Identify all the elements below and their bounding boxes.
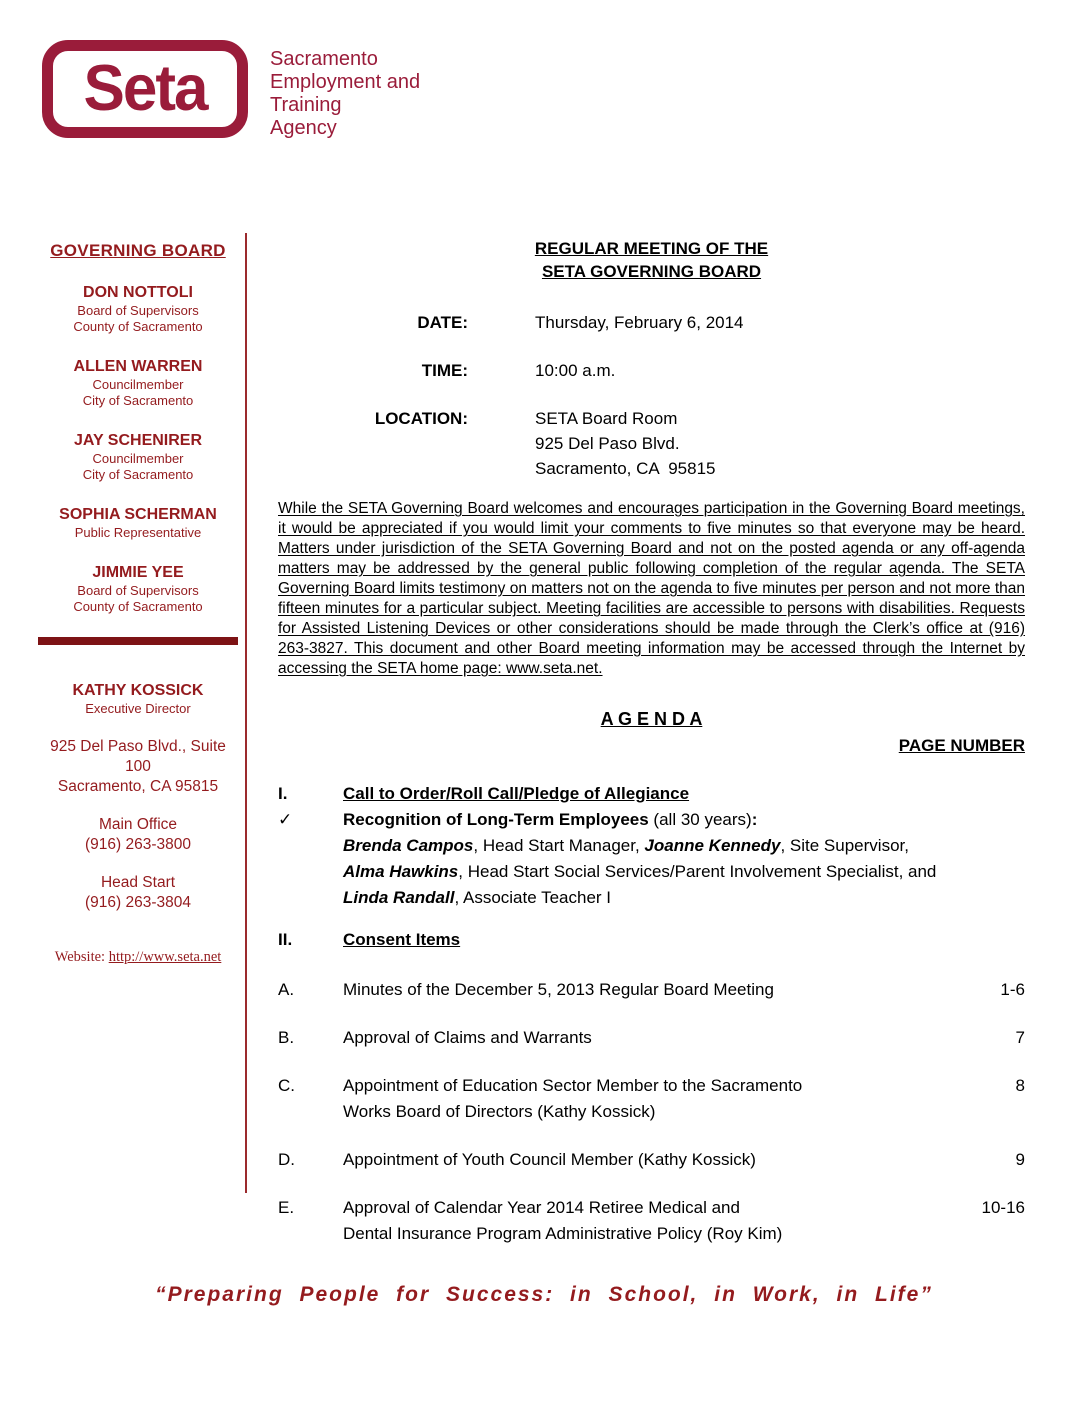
sidebar-inner [38,241,238,966]
location-label: LOCATION: [374,409,468,428]
board-member-role: Councilmember [92,451,184,466]
recognition-text [343,807,955,911]
content-columns [0,233,1088,1247]
recognition-heading: Recognition of Long-Term Employees (all 30 years): [343,810,758,829]
consent-item-e [278,1195,1025,1247]
agency-name-line: Sacramento [270,48,378,70]
consent-text: Appointment of Youth Council Member (Kathy Kossick) [343,1150,756,1169]
recognition-names: Brenda Campos, Head Start Manager, Joanne Kennedy, Site Supervisor, Alma Hawkins, Head Start Social Services/Parent Involvement Specialist, and Linda Randall, Associate Teacher I [343,836,937,907]
meta-row-location [278,406,1025,481]
time-label: TIME: [421,361,468,380]
consent-item-d [278,1147,1025,1173]
board-member [38,283,238,335]
agenda-item-call-to-order [278,781,1025,807]
board-member-role: Board of Supervisors [77,303,199,318]
executive-director [38,681,238,717]
consent-letter: E. [278,1198,295,1217]
page-number-heading: PAGE NUMBER [898,736,1025,755]
website-label: Website: [54,949,109,965]
consent-text: Minutes of the December 5, 2013 Regular Board Meeting [343,980,774,999]
agency-address [38,737,238,797]
consent-page: 8 [1015,1076,1025,1095]
sidebar-divider-bar [38,637,238,645]
board-member-name: ALLEN WARREN [73,358,203,375]
consent-page: 7 [1015,1028,1025,1047]
meeting-meta [278,310,1025,481]
public-participation-notice: While the SETA Governing Board welcomes and encourages participation in the Governing Board meetings, it would be appreciated if you would limit your comments to five minutes so that everyone may be heard. Matters under jurisdiction of the SETA Governing Board and not on the posted agenda or any off-agenda matters may be addressed by the general public following completion of the regular agenda. The SETA Governing Board limits testimony on matters not on the agenda to five minutes per person and not more than fifteen minutes for a particular subject. Meeting facilities are accessible to persons with disabilities. Requests for Assisted Listening Devices or other considerations should be made through the Clerk’s office at (916) 263-3827. This document and other Board meeting information may be accessed through the Internet by accessing the SETA home page: www.seta.net. [278,500,1025,677]
agency-address-line: Sacramento, CA 95815 [57,778,219,795]
meeting-title [278,237,1025,283]
contact-label: Main Office [98,816,178,833]
website-link[interactable]: http://www.seta.net [108,949,222,965]
agenda-numeral: II. [278,930,293,949]
consent-text: Approval of Calendar Year 2014 Retiree Medical and Dental Insurance Program Administrative Policy (Roy Kim) [343,1198,783,1243]
agency-name [270,48,420,140]
board-member-name: SOPHIA SCHERMAN [59,506,217,523]
agenda-item-title: Consent Items [343,930,461,949]
seta-logo-text: Seta [83,52,207,125]
agenda-numeral: I. [278,784,288,803]
consent-page: 9 [1015,1150,1025,1169]
time-value: 10:00 a.m. [535,361,616,380]
agenda-item-consent-items [278,927,1025,953]
consent-item-b [278,1025,1025,1051]
consent-text: Approval of Claims and Warrants [343,1028,592,1047]
date-label: DATE: [417,313,468,332]
meeting-title-line1: REGULAR MEETING OF THE [534,239,769,258]
board-member-role: Public Representative [74,525,202,540]
contact-phone: (916) 263-3800 [85,836,191,853]
contact-phone: (916) 263-3804 [85,894,191,911]
agency-name-line: Training [270,94,342,116]
agenda-item-title: Call to Order/Roll Call/Pledge of Allegiance [343,784,690,803]
board-member [38,563,238,615]
board-member-role: Councilmember [92,377,184,392]
board-member [38,357,238,409]
agenda-page-cell [955,807,1025,911]
contact-label: Head Start [100,874,176,891]
meeting-title-line2: SETA GOVERNING BOARD [541,262,762,281]
consent-text: Appointment of Education Sector Member to the Sacramento Works Board of Directors (Kathy Kossick) [343,1076,803,1121]
board-member [38,431,238,483]
consent-page: 10-16 [981,1198,1025,1217]
board-member-org: City of Sacramento [82,393,194,408]
main-office-contact [38,815,238,855]
board-member-org: City of Sacramento [82,467,194,482]
head-start-contact [38,873,238,913]
executive-director-name: KATHY KOSSICK [72,682,204,699]
agenda-item-recognition [278,807,1025,911]
board-member-name: DON NOTTOLI [83,284,193,301]
governing-board-sidebar [38,233,247,1193]
consent-letter: C. [278,1076,295,1095]
agency-address-line: 925 Del Paso Blvd., Suite 100 [50,738,226,775]
board-member-name: JAY SCHENIRER [73,432,203,449]
agenda-page-cell [955,927,1025,953]
meta-row-date [278,310,1025,335]
consent-item-a [278,977,1025,1003]
main-content [278,233,1025,1247]
date-value: Thursday, February 6, 2014 [535,313,744,332]
meta-row-time [278,358,1025,383]
board-member [38,505,238,541]
seta-logo [42,40,248,138]
consent-letter: B. [278,1028,295,1047]
agenda-page-cell [955,781,1025,807]
consent-letter: D. [278,1150,295,1169]
board-member-name: JIMMIE YEE [92,564,184,581]
consent-page: 1-6 [1000,980,1025,999]
executive-director-title: Executive Director [85,701,191,716]
location-line: 925 Del Paso Blvd. [535,434,680,453]
document-header [0,0,1088,140]
location-line: Sacramento, CA 95815 [535,459,716,478]
check-icon: ✓ [278,810,293,829]
board-member-org: County of Sacramento [73,599,203,614]
location-line: SETA Board Room [535,409,678,428]
location-value [535,406,716,481]
board-member-role: Board of Supervisors [77,583,199,598]
agenda-heading: A G E N D A [600,709,703,729]
consent-letter: A. [278,980,295,999]
website-line [38,949,238,966]
board-member-org: County of Sacramento [73,319,203,334]
agency-name-line: Agency [270,117,337,139]
sidebar-title: GOVERNING BOARD [50,241,226,260]
tagline-footer: “Preparing People for Success: in School, in Work, in Life” [155,1283,933,1306]
consent-item-c [278,1073,1025,1125]
agency-name-line: Employment and [270,71,421,93]
